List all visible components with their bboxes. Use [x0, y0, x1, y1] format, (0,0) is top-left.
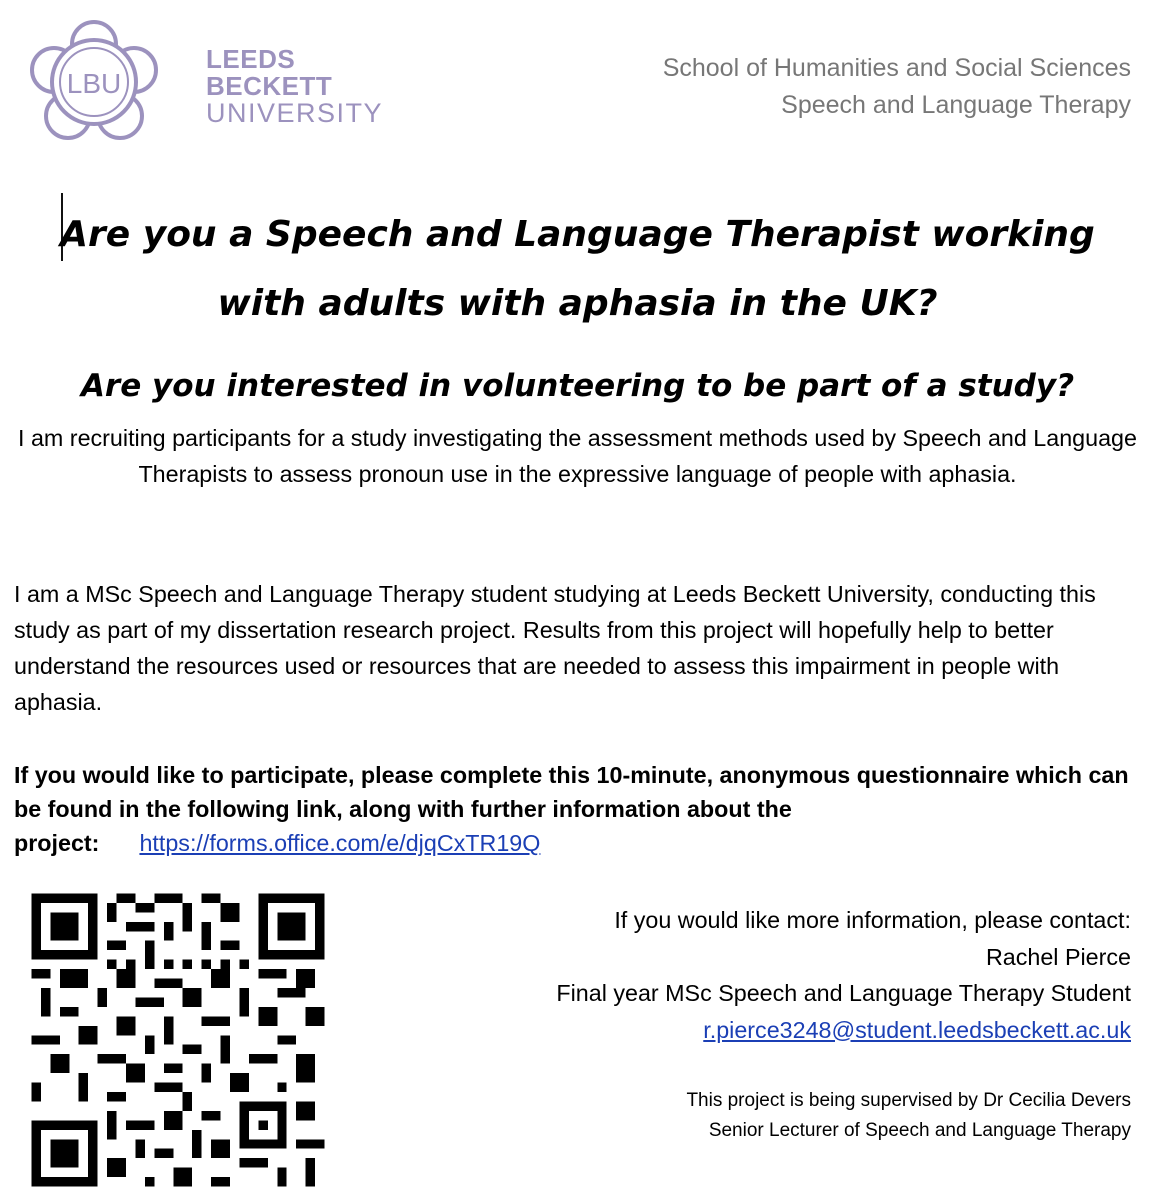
contact-name: Rachel Pierce — [985, 943, 1131, 970]
emblem-text: LBU — [66, 68, 122, 99]
school-name: School of Humanities and Social Sciences — [662, 54, 1131, 82]
supervisor-line-2: Senior Lecturer of Speech and Language Therapy — [708, 1120, 1131, 1141]
contact-prompt: If you would like more information, please contact: — [614, 907, 1131, 933]
contact-block — [556, 902, 1131, 1048]
department-name: Speech and Language Therapy — [781, 91, 1131, 119]
school-header — [663, 50, 1131, 124]
contact-role: Final year MSc Speech and Language Therapy Student — [556, 980, 1131, 1006]
intro-paragraph: I am recruiting participants for a study investigating the assessment methods used by Speech and Language Therapists to assess pronoun use in the expressive language of people with aphasia. — [18, 425, 1137, 487]
questionnaire-link[interactable]: https://forms.office.com/e/djqCxTR19Q — [139, 830, 541, 856]
qr-code-icon[interactable] — [22, 884, 334, 1196]
sub-headline: Are you interested in volunteering to be part of a study? — [80, 368, 1075, 404]
logo-wordmark — [206, 46, 383, 127]
headline-line-2: with adults with aphasia in the UK? — [217, 283, 938, 324]
supervisor-line-1: This project is being supervised by Dr Cecilia Devers — [686, 1090, 1131, 1111]
contact-email-link[interactable]: r.pierce3248@student.leedsbeckett.ac.uk — [703, 1016, 1131, 1043]
cta-text: If you would like to participate, please complete this 10-minute, anonymous questionnaire which can be found in the following link, along with further information about the project: — [14, 762, 1129, 856]
call-to-action — [14, 758, 1144, 860]
university-logo — [26, 18, 386, 148]
headline-line-1: Are you a Speech and Language Therapist working — [60, 214, 1095, 255]
logo-line-leeds: LEEDS — [206, 44, 296, 74]
supervisor-note — [686, 1086, 1131, 1146]
main-headline — [40, 200, 1115, 338]
logo-line-university: UNIVERSITY — [206, 98, 384, 128]
logo-line-beckett: BECKETT — [206, 71, 333, 101]
tudor-rose-emblem-icon — [26, 18, 186, 148]
body-paragraph: I am a MSc Speech and Language Therapy student studying at Leeds Beckett University, conducting this study as part of my dissertation research project. Results from this project will hopefully help to better understand the resources used or resources that are needed to assess this impairment in people with aphasia. — [14, 581, 1096, 715]
